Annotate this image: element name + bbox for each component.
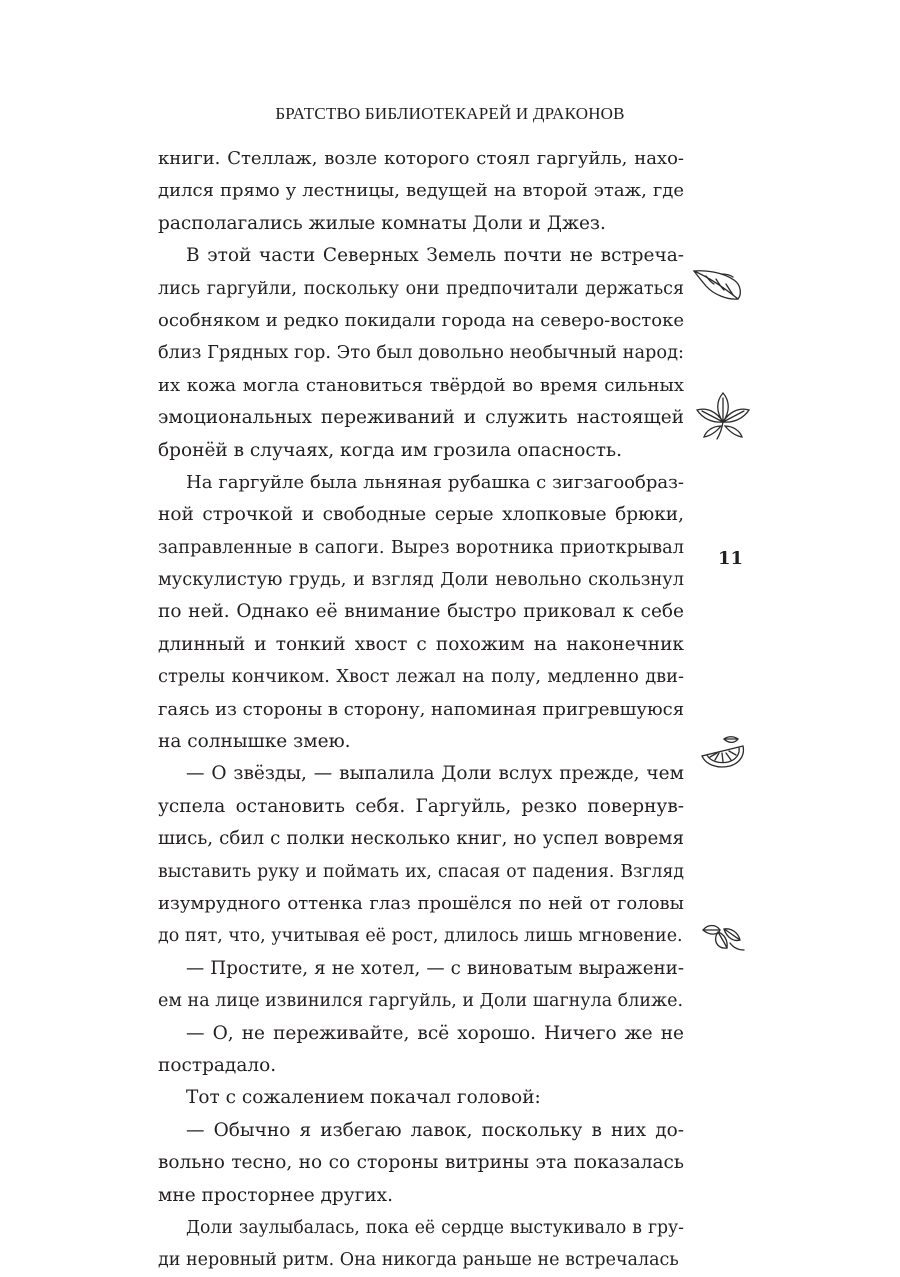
text-line: стрелы кончиком. Хвост лежал на полу, медленно дви- <box>158 667 684 688</box>
paragraph <box>158 1212 684 1277</box>
petal-leaves-icon <box>700 920 746 956</box>
text-line: ем на лице извинился гаргуйль, и Доли шагнула ближе. <box>158 991 684 1012</box>
text-line: мне просторнее других. <box>158 1184 393 1206</box>
page-number: 11 <box>718 548 744 569</box>
text-line: заправленные в сапоги. Вырез воротника приоткрывал <box>158 537 684 558</box>
text-line: книги. Стеллаж, возле которого стоял гаргуйль, нахо- <box>158 148 684 169</box>
paragraph <box>158 953 684 1018</box>
paragraph <box>158 467 684 759</box>
text-line: на солнышке змею. <box>158 731 351 753</box>
text-line: близ Грядных гор. Это был довольно необычный народ: <box>158 343 684 364</box>
text-line: — О, не переживайте, всё хорошо. Ничего же не <box>186 1022 684 1044</box>
text-line: располагались жилые комнаты Доли и Джез. <box>158 212 606 234</box>
citrus-slice-icon <box>700 734 746 770</box>
text-line: по ней. Однако её внимание быстро приковал к себе <box>158 601 684 623</box>
paragraph <box>158 1082 684 1114</box>
text-line: Тот с сожалением покачал головой: <box>186 1087 541 1109</box>
text-line: лись гаргуйли, поскольку они предпочитали держаться <box>158 278 684 299</box>
text-line: — Обычно я избегаю лавок, поскольку в них до- <box>186 1119 684 1141</box>
text-line: шись, сбил с полки несколько книг, но успел вовремя <box>158 828 684 850</box>
body-text <box>158 143 684 1277</box>
text-line: В этой части Северных Земель почти не встреча- <box>186 245 684 267</box>
text-line: вольно тесно, но со стороны витрины эта показалась <box>158 1152 684 1174</box>
text-line: гаясь из стороны в сторону, напоминая пригревшуюся <box>158 698 684 720</box>
text-line: их кожа могла становиться твёрдой во время сильных <box>158 374 684 396</box>
text-line: На гаргуйле была льняная рубашка с зигзагообраз- <box>186 471 684 493</box>
paragraph <box>158 143 684 240</box>
text-line: — Простите, я не хотел, — с виноватым выражени- <box>186 957 684 979</box>
text-line: ди неровный ритм. Она никогда раньше не встречалась <box>158 1250 679 1271</box>
mint-leaves-icon <box>696 392 750 440</box>
text-line: выставить руку и поймать их, спасая от падения. Взгляд <box>158 861 684 882</box>
running-head: БРАТСТВО БИБЛИОТЕКАРЕЙ И ДРАКОНОВ <box>275 104 625 123</box>
text-line: бронёй в случаях, когда им грозила опасность. <box>158 439 622 461</box>
text-line: — О звёзды, — выпалила Доли вслух прежде, чем <box>186 763 684 785</box>
text-line: успела остановить себя. Гаргуйль, резко повернув- <box>158 795 684 817</box>
text-line: Доли заулыбалась, пока её сердце выстукивало в гру- <box>186 1217 684 1238</box>
paragraph <box>158 240 684 467</box>
text-line: пострадало. <box>158 1054 277 1076</box>
text-line: длинный и тонкий хвост с похожим на наконечник <box>158 633 684 655</box>
text-line: до пят, что, учитывая её рост, длилось лишь мгновение. <box>158 926 683 947</box>
text-line: дился прямо у лестницы, ведущей на второй этаж, где <box>158 180 684 202</box>
paragraph <box>158 1018 684 1083</box>
paragraph <box>158 1115 684 1212</box>
text-line: особняком и редко покидали города на северо-востоке <box>158 309 684 331</box>
paragraph <box>158 758 684 952</box>
text-line: изумрудного оттенка глаз прошёлся по ней от головы <box>158 892 684 914</box>
text-line: мускулистую грудь, и взгляд Доли невольно скользнул <box>158 570 684 591</box>
leaf-icon <box>692 262 744 302</box>
text-line: эмоциональных переживаний и служить настоящей <box>158 407 684 429</box>
text-line: ной строчкой и свободные серые хлопковые брюки, <box>158 504 684 526</box>
